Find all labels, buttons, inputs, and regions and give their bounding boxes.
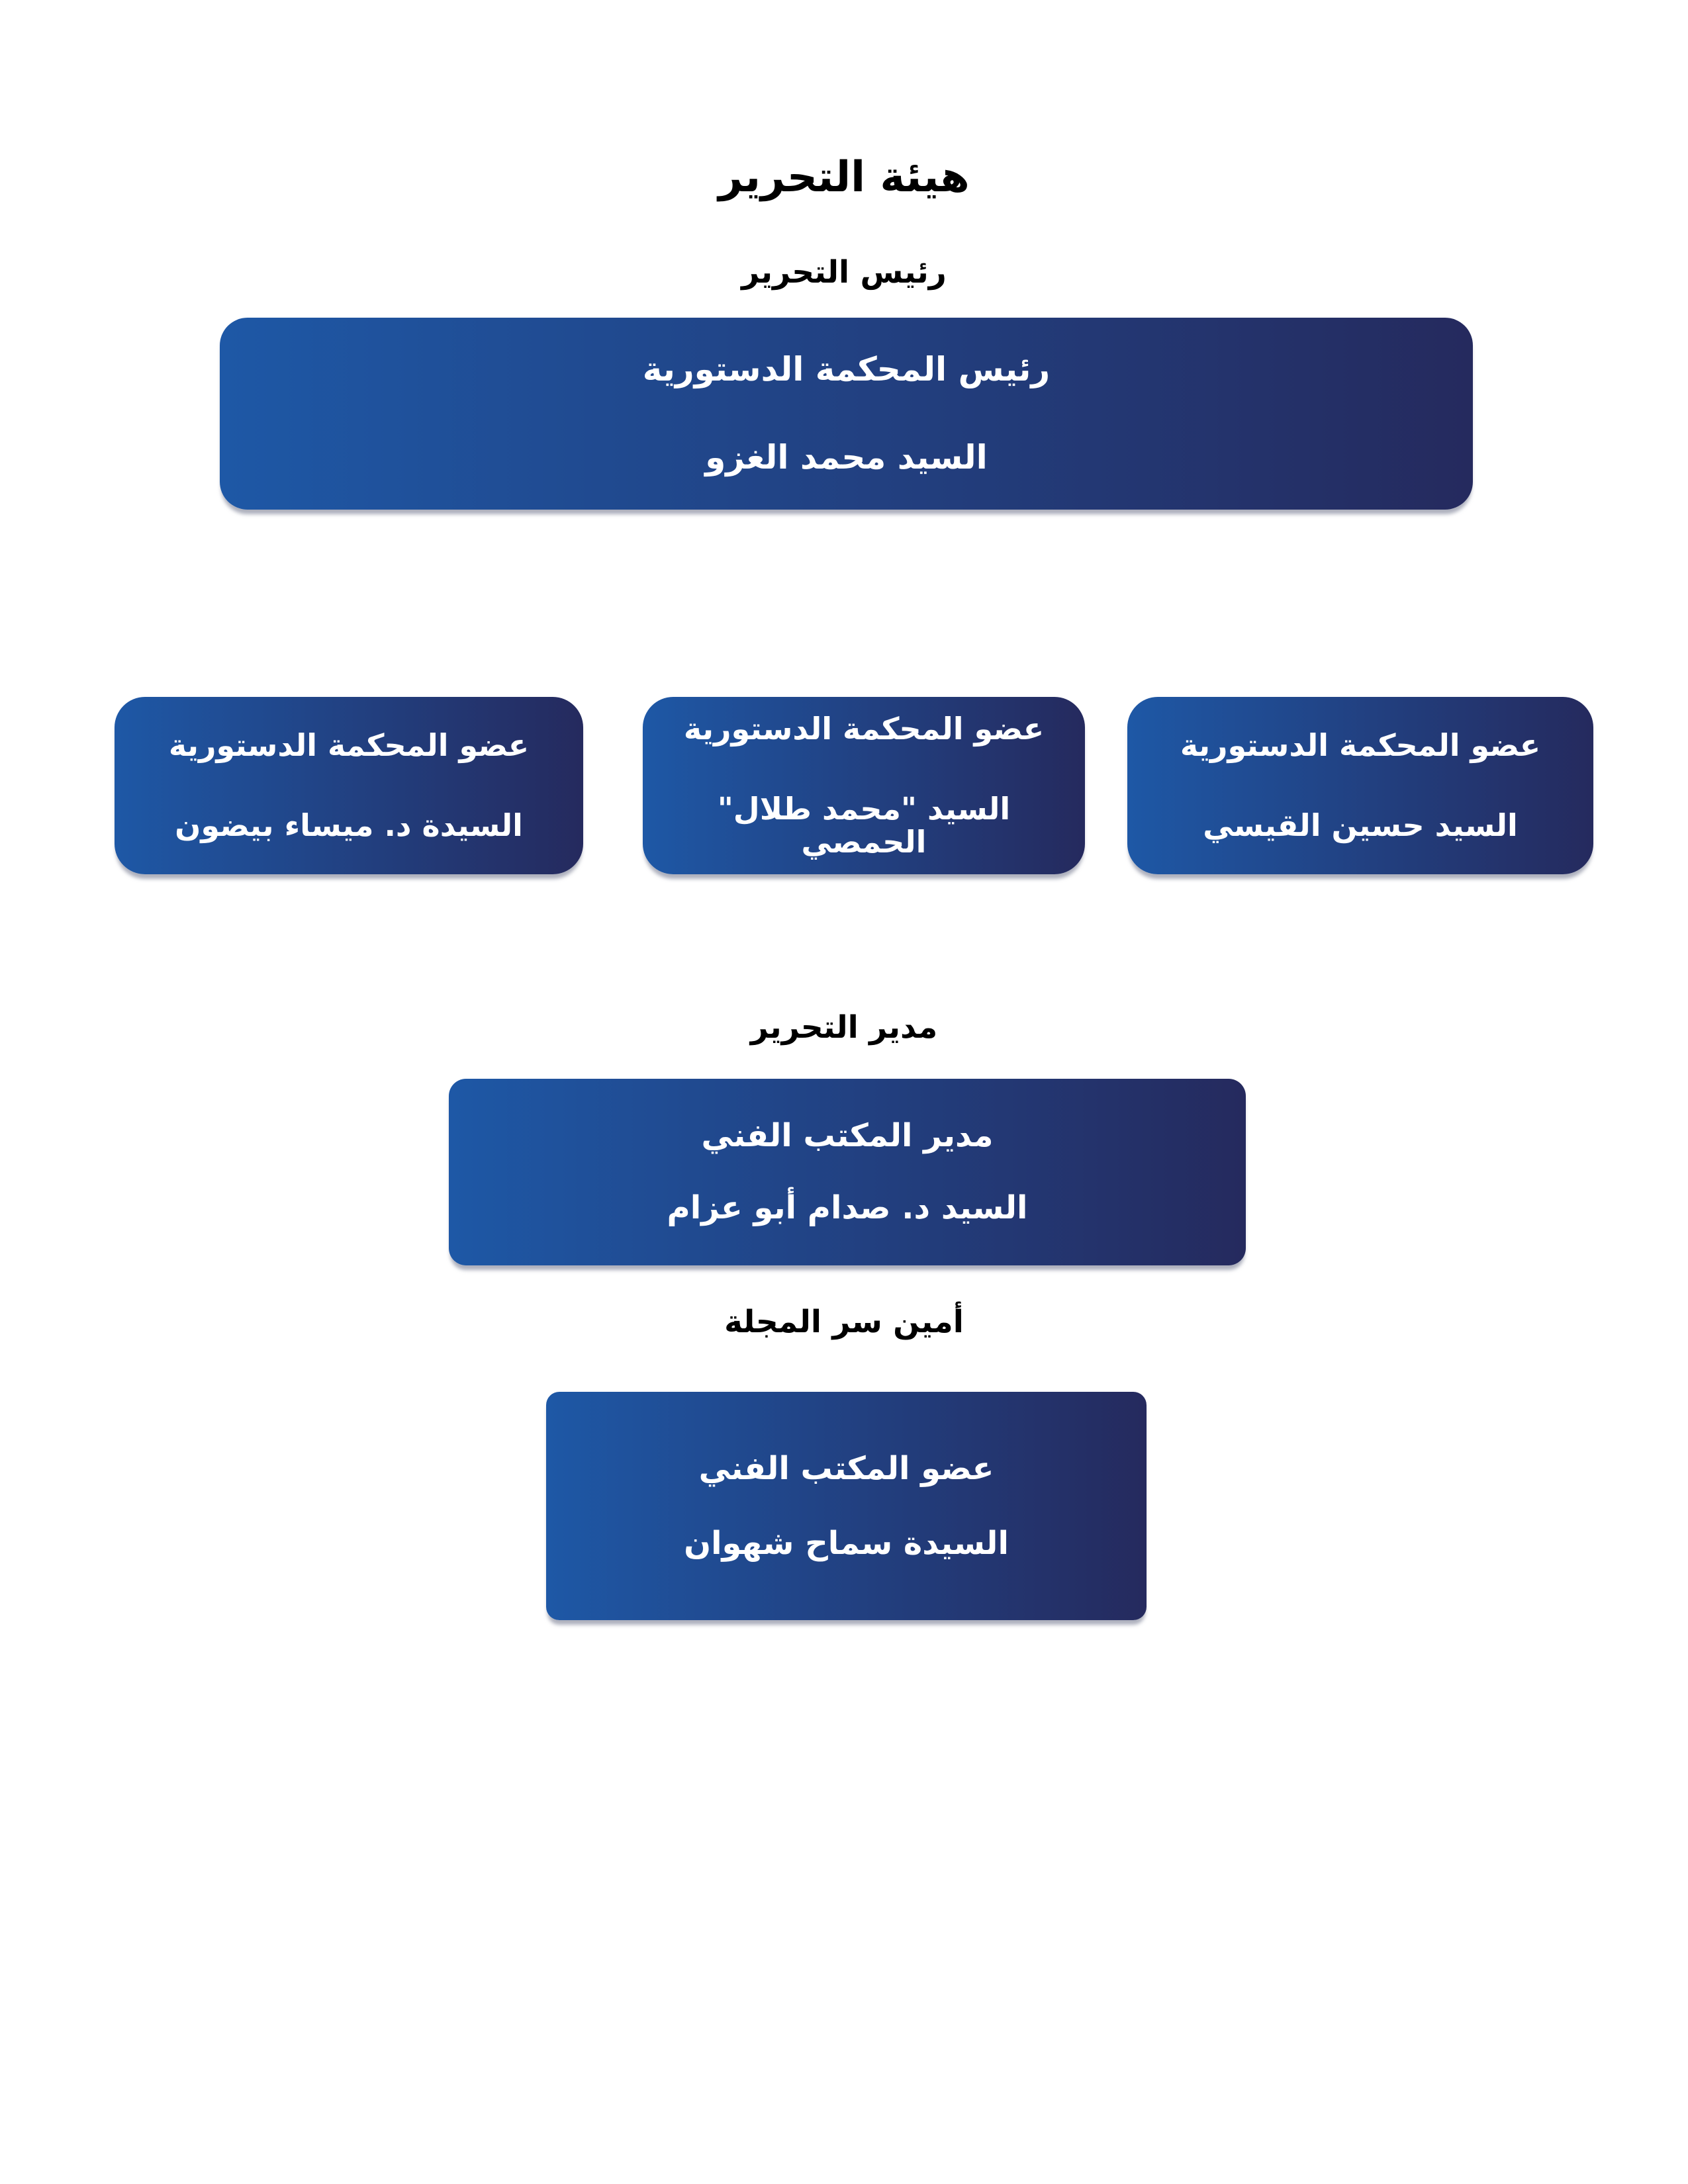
chief-editor-box — [220, 318, 1473, 510]
secretary-role: عضو المكتب الفني — [698, 1449, 994, 1487]
label-journal-secretary: أمين سر المجلة — [724, 1304, 964, 1340]
member-role: عضو المحكمة الدستورية — [1180, 727, 1541, 764]
member-name: السيدة د. ميساء بيضون — [175, 807, 523, 843]
member-role: عضو المحكمة الدستورية — [683, 711, 1045, 747]
member-name: السيد "محمد طلال" الحمصي — [717, 790, 1011, 860]
label-editor-in-chief: رئيس التحرير — [741, 254, 947, 291]
managing-editor-name: السيد د. صدام أبو عزام — [667, 1189, 1028, 1226]
member-box-baydoun — [115, 697, 583, 874]
secretary-box — [546, 1392, 1147, 1620]
managing-editor-role: مدير المكتب الفني — [701, 1117, 994, 1155]
member-role: عضو المحكمة الدستورية — [168, 727, 530, 764]
secretary-name: السيدة سماح شهوان — [684, 1524, 1009, 1562]
member-name: السيد حسين القيسي — [1203, 807, 1518, 843]
label-managing-editor: مدير التحرير — [750, 1009, 938, 1046]
page-title: هيئة التحرير — [718, 153, 970, 202]
member-box-homsi — [643, 697, 1085, 874]
chief-role: رئيس المحكمة الدستورية — [642, 350, 1051, 388]
chief-name: السيد محمد الغزو — [705, 438, 988, 477]
member-box-qaisi — [1127, 697, 1593, 874]
managing-editor-box — [449, 1079, 1246, 1265]
